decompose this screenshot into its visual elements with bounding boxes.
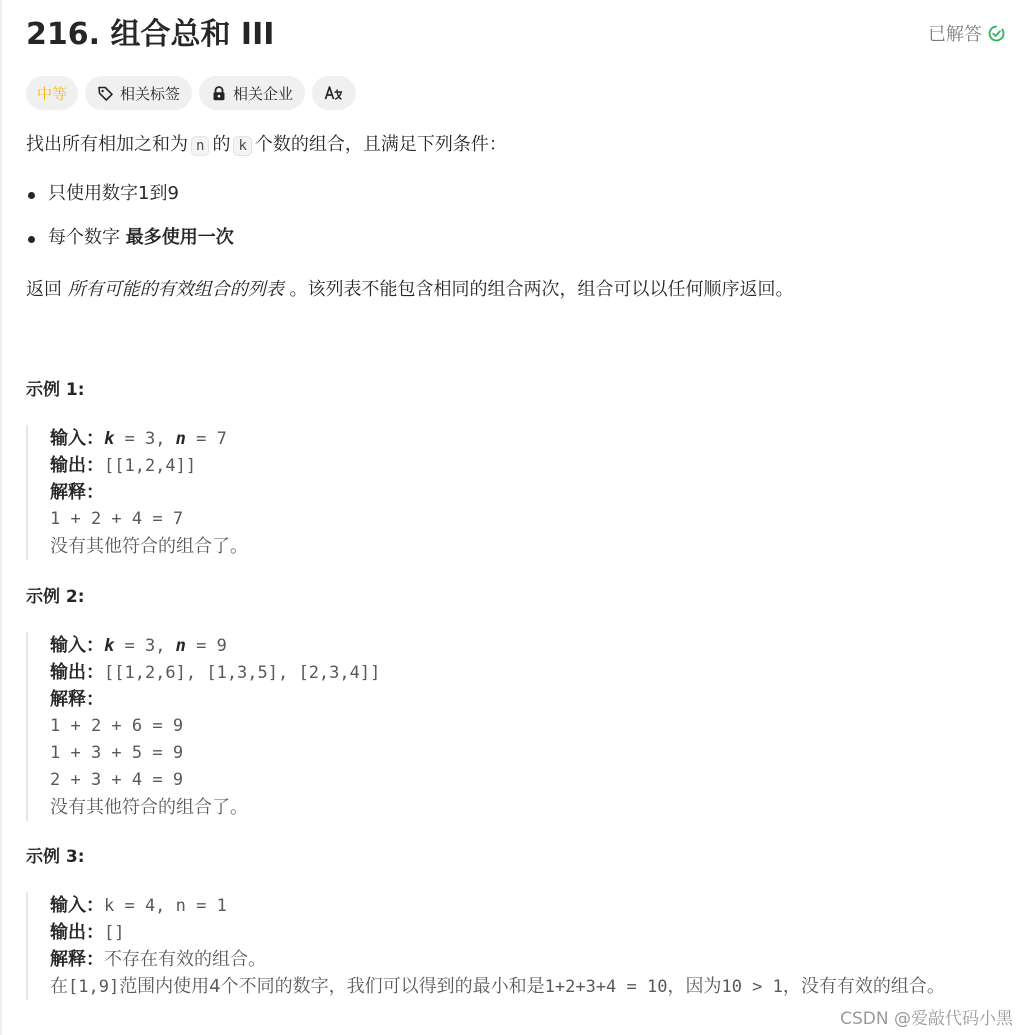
return-text: 返回 — [26, 279, 68, 300]
tag-row — [26, 76, 356, 110]
explanation-line: 2 + 3 + 4 = 9 — [50, 770, 184, 790]
note-text: ，没有有效的组合。 — [782, 976, 945, 997]
topics-tag-button[interactable] — [85, 76, 192, 110]
example-output — [50, 919, 1016, 946]
explanation-line: 1 + 2 + 4 = 7 — [50, 509, 184, 529]
example-2-heading: 示例 2: — [26, 587, 85, 607]
input-label: 输入： — [50, 895, 104, 916]
problem-title: 216. 组合总和 III — [26, 17, 275, 52]
var-k: k — [104, 429, 115, 449]
constraint-list — [26, 180, 234, 268]
example-explanation — [50, 686, 1016, 713]
value-text: = 3, — [114, 636, 176, 656]
solved-status — [928, 20, 1005, 46]
example-explanation — [50, 946, 1016, 973]
example-explanation — [50, 479, 1016, 506]
inline-code-k: k — [233, 136, 251, 156]
tag-icon — [97, 85, 114, 102]
description-text: 的 — [212, 134, 231, 155]
note-text: 在 — [50, 976, 68, 997]
example-3-heading: 示例 3: — [26, 847, 85, 867]
list-item-text: 每个数字 — [48, 227, 126, 248]
output-value: [[1,2,4]] — [104, 456, 197, 476]
list-item-text: 只使用数字1到9 — [48, 183, 179, 204]
return-emphasis: 所有可能的有效组合的列表 — [67, 279, 284, 300]
explanation-text: 不存在有效的组合。 — [104, 949, 266, 970]
explanation-label: 解释： — [50, 949, 104, 970]
note-code: [1,9] — [68, 977, 120, 997]
explanation-label: 解释： — [50, 689, 104, 710]
note-text: 范围内使用4个不同的数字，我们可以得到的最小和是 — [119, 976, 545, 997]
difficulty-badge[interactable]: 中等 — [26, 76, 78, 110]
example-input — [50, 425, 1016, 452]
translate-button[interactable] — [312, 76, 356, 110]
description-text: 个数的组合，且满足下列条件： — [254, 134, 507, 155]
note-text: ，因为 — [667, 976, 722, 997]
translate-icon — [324, 84, 344, 102]
explanation-label: 解释： — [50, 482, 104, 503]
output-value: [] — [104, 923, 125, 943]
topics-tag-label: 相关标签 — [120, 84, 181, 103]
example-1-block — [26, 425, 1016, 560]
value-text: = 7 — [185, 429, 227, 449]
output-label: 输出： — [50, 455, 104, 476]
check-circle-icon — [988, 25, 1005, 42]
list-item — [26, 180, 234, 208]
return-text: 。该列表不能包含相同的组合两次，组合可以以任何顺序返回。 — [283, 279, 794, 300]
explanation-line: 1 + 2 + 6 = 9 — [50, 716, 184, 736]
explanation-note: 没有其他符合的组合了。 — [50, 797, 248, 818]
example-3-block — [26, 892, 1016, 1000]
example-input — [50, 632, 1016, 659]
list-item — [26, 224, 234, 252]
description-text: 找出所有相加之和为 — [26, 134, 188, 155]
input-label: 输入： — [50, 635, 104, 656]
explanation-line: 1 + 3 + 5 = 9 — [50, 743, 184, 763]
input-label: 输入： — [50, 428, 104, 449]
output-label: 输出： — [50, 922, 104, 943]
list-item-bold: 最多使用一次 — [125, 227, 234, 248]
example-output — [50, 659, 1016, 686]
return-description — [26, 276, 793, 304]
solved-label: 已解答 — [928, 24, 982, 45]
explanation-note: 没有其他符合的组合了。 — [50, 536, 248, 557]
lock-icon — [211, 85, 227, 102]
problem-description — [26, 131, 507, 160]
value-text: = 9 — [185, 636, 227, 656]
note-code: 1+2+3+4 = 10 — [544, 977, 668, 997]
value-text: = 3, — [114, 429, 176, 449]
inline-code-n: n — [191, 136, 209, 156]
output-value: [[1,2,6], [1,3,5], [2,3,4]] — [104, 663, 381, 683]
input-value: k = 4, n = 1 — [104, 896, 227, 916]
var-n: n — [175, 429, 186, 449]
explanation-note — [50, 973, 1016, 1000]
example-2-block — [26, 632, 1016, 821]
var-k: k — [104, 636, 115, 656]
example-1-heading: 示例 1: — [26, 380, 85, 400]
note-code: 10 > 1 — [721, 977, 783, 997]
example-output — [50, 452, 1016, 479]
example-input — [50, 892, 1016, 919]
companies-tag-button[interactable] — [199, 76, 305, 110]
output-label: 输出： — [50, 662, 104, 683]
var-n: n — [175, 636, 186, 656]
companies-tag-label: 相关企业 — [233, 84, 294, 103]
watermark: CSDN @爱敲代码小黑 — [840, 1009, 1013, 1029]
